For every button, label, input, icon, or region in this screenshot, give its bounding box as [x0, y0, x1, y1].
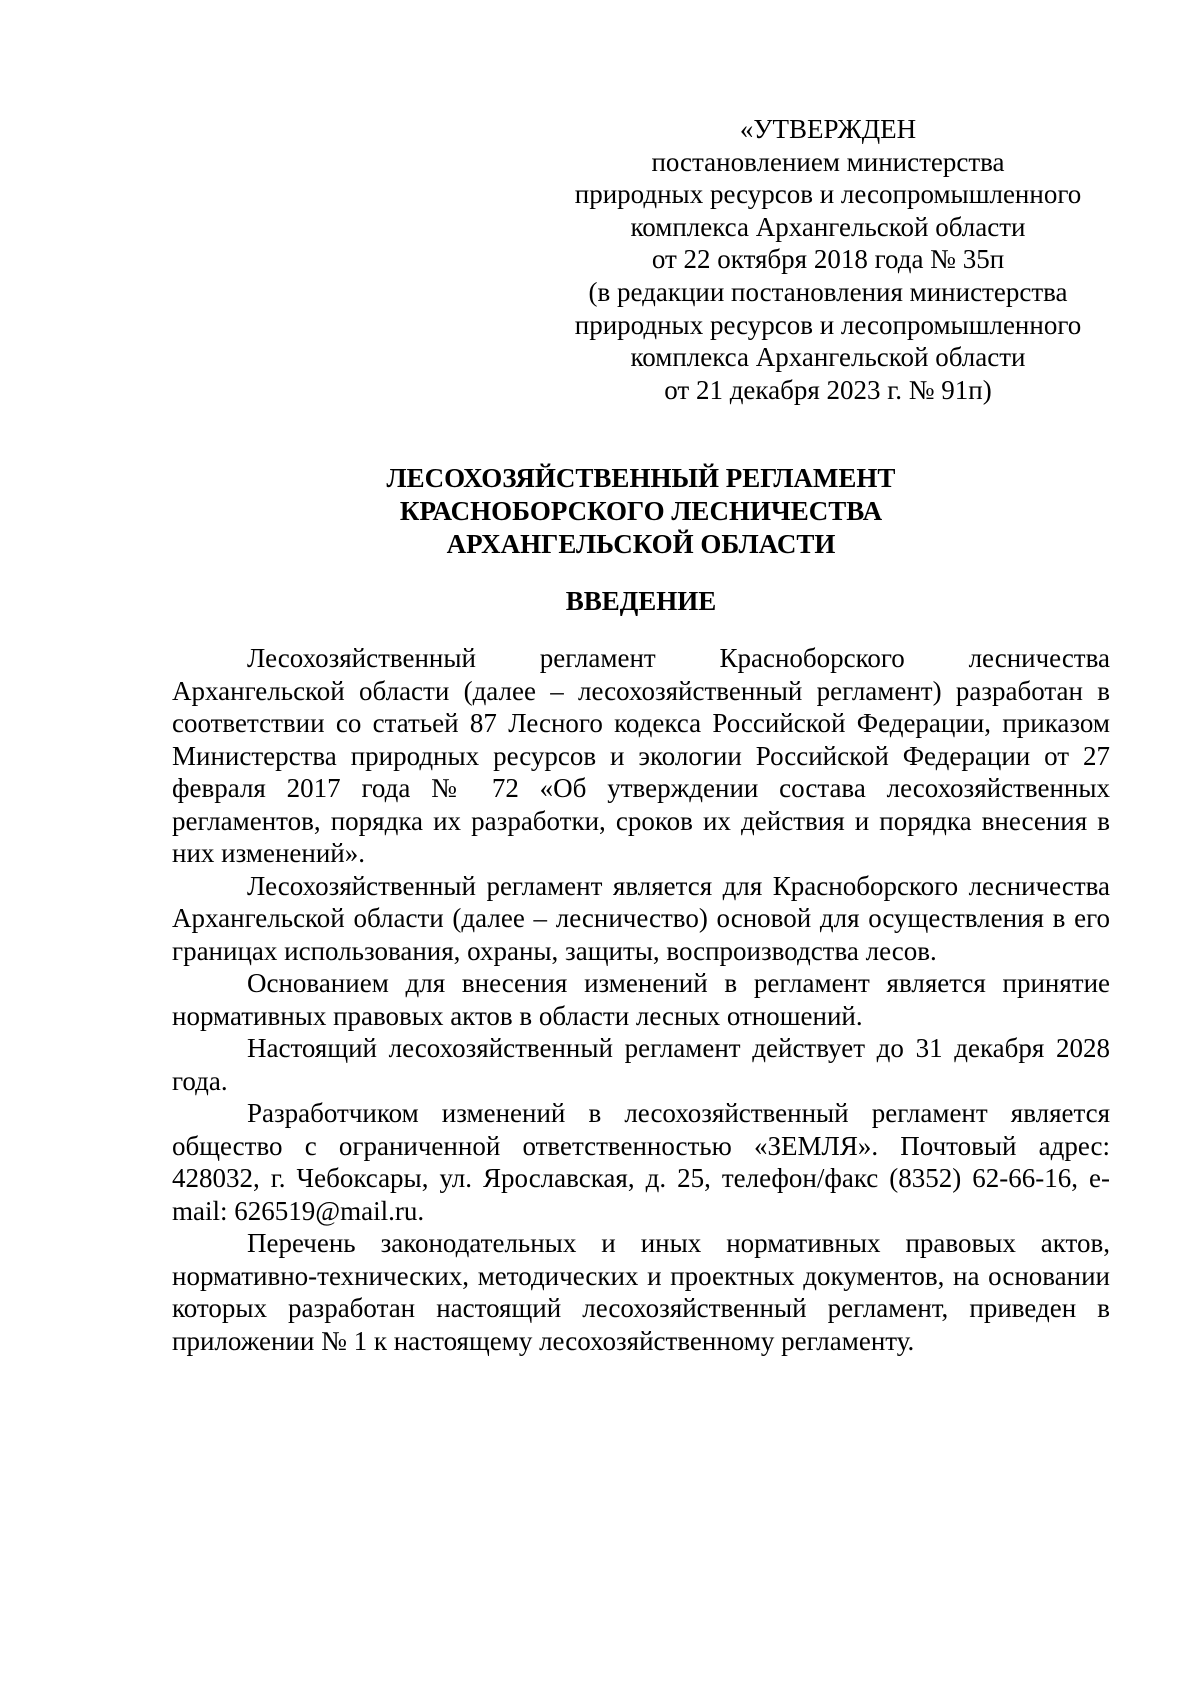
paragraph: Настоящий лесохозяйственный регламент действует до 31 декабря 2028 года. — [172, 1033, 1110, 1096]
approval-line: комплекса Архангельской области — [630, 342, 1026, 373]
title-line: ЛЕСОХОЗЯЙСТВЕННЫЙ РЕГЛАМЕНТ — [386, 463, 896, 493]
approval-line: постановлением министерства — [651, 146, 1005, 177]
paragraph: Лесохозяйственный регламент является для Красноборского лесничества Архангельской области (далее – лесничество) основой для осуществления в его границах использования, охраны, защиты, воспроизводства лесов. — [172, 870, 1110, 966]
paragraph: Основанием для внесения изменений в регламент является принятие нормативных правовых актов в области лесных отношений. — [172, 968, 1110, 1031]
document-title — [172, 462, 1110, 561]
paragraph: Разработчиком изменений в лесохозяйственный регламент является общество с ограниченной ответственностью «ЗЕМЛЯ». Почтовый адрес: 428032, г. Чебоксары, ул. Ярославская, д. 25, телефон/факс (8352) 62-66-16, e-mail: 626519@mail.ru. — [172, 1098, 1110, 1226]
approval-stamp-block — [548, 113, 1108, 406]
approval-line: комплекса Архангельской области — [630, 211, 1026, 242]
title-line: КРАСНОБОРСКОГО ЛЕСНИЧЕСТВА — [399, 496, 883, 526]
approval-line: (в редакции постановления министерства — [588, 276, 1068, 307]
approval-line: природных ресурсов и лесопромышленного — [574, 179, 1082, 210]
approval-line: природных ресурсов и лесопромышленного — [574, 309, 1082, 340]
approval-line: от 21 декабря 2023 г. № 91п) — [664, 374, 992, 405]
paragraph: Перечень законодательных и иных нормативных правовых актов, нормативно-технических, методических и проектных документов, на основании которых разработан настоящий лесохозяйственный регламент, приведен в приложении № 1 к настоящему лесохозяйственному регламенту. — [172, 1228, 1110, 1356]
section-body — [172, 642, 1110, 1357]
title-line: АРХАНГЕЛЬСКОЙ ОБЛАСТИ — [446, 529, 836, 559]
approval-line: «УТВЕРЖДЕН — [739, 114, 917, 144]
section-heading: ВВЕДЕНИЕ — [565, 586, 717, 616]
paragraph: Лесохозяйственный регламент Красноборского лесничества Архангельской области (далее – лесохозяйственный регламент) разработан в соответствии со статьей 87 Лесного кодекса Российской Федерации, приказом Министерства природных ресурсов и экологии Российской Федерации от 27 февраля 2017 года № 72 «Об утверждении состава лесохозяйственных регламентов, порядка их разработки, сроков их действия и порядка внесения в них изменений». — [172, 643, 1110, 868]
approval-line: от 22 октября 2018 года № 35п — [651, 244, 1005, 275]
